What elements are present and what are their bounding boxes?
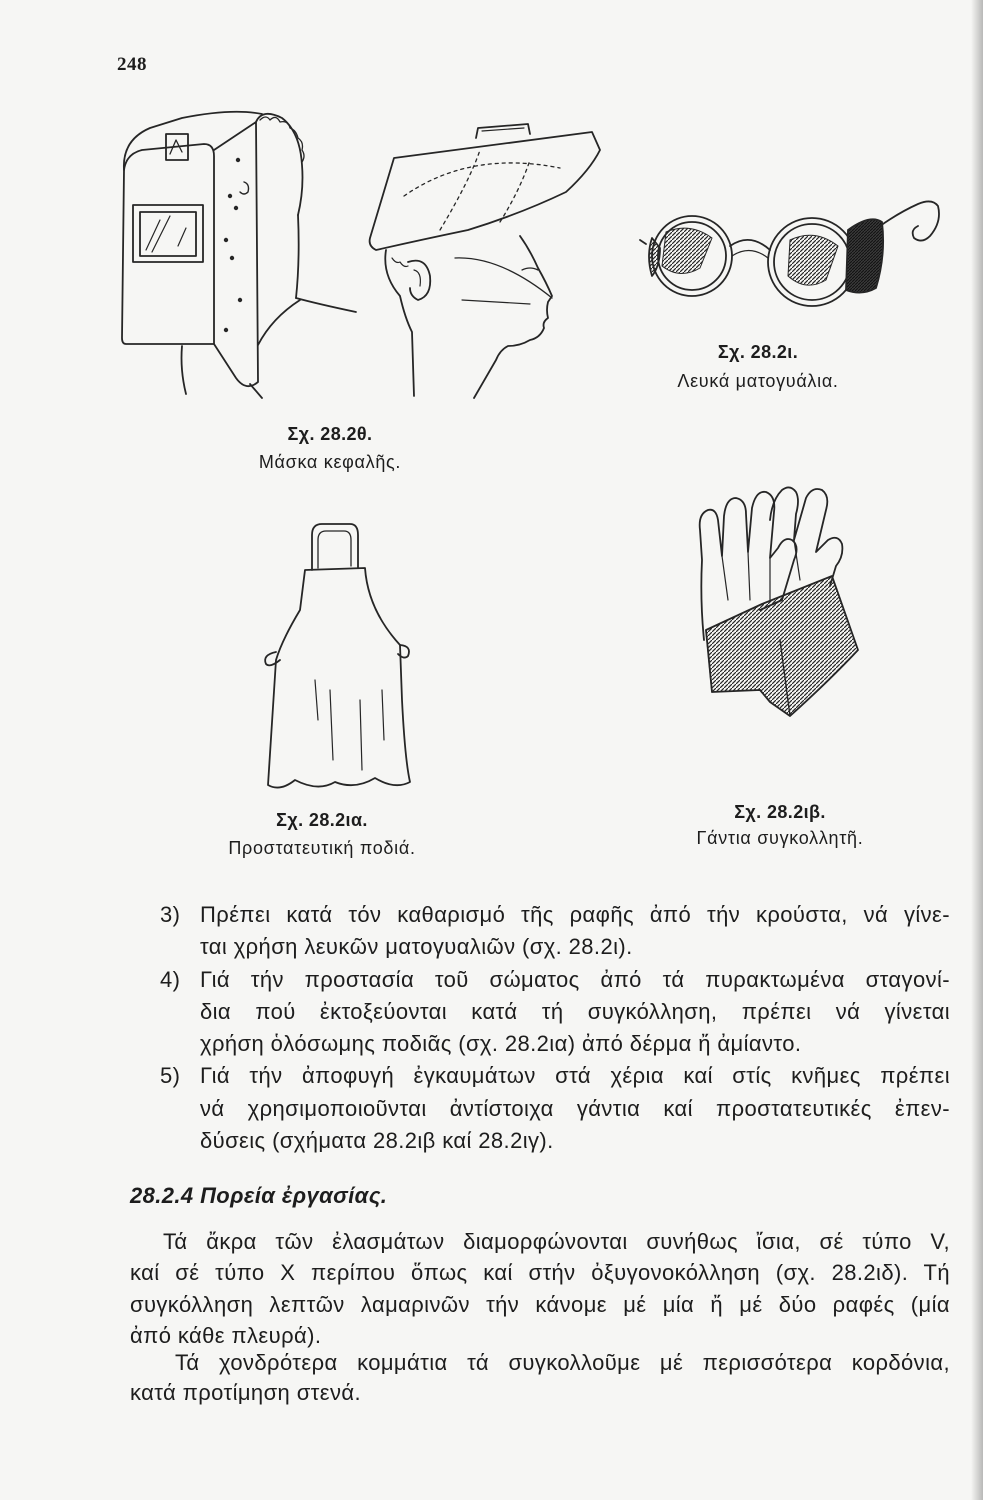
goggles-illustration [640, 201, 939, 306]
figure-caption-28-2-theta [180, 423, 480, 473]
paragraph-line: καί σέ τύπο Χ περίπου ὅπως καί στήν ὀξυγονοκόλληση (σχ. 28.2ιδ). Τή [130, 1260, 950, 1286]
paragraph-line: συγκόλληση λεπτῶν λαμαρινῶν τήν κάνομε μέ μία ἤ μέ δύο ραφές (μία [130, 1291, 950, 1317]
list-item-line: ται χρήση λευκῶν ματογυαλιῶν (σχ. 28.2ι). [200, 934, 633, 960]
section-heading: 28.2.4 Πορεία ἐργασίας. [130, 1183, 388, 1208]
list-item [150, 964, 950, 1061]
figure-caption-28-2-ib [630, 801, 930, 849]
list-item [150, 899, 950, 964]
figure-caption-28-2-iota [608, 341, 908, 392]
paragraph-line: κατά προτίμηση στενά. [130, 1380, 361, 1405]
paragraph-line: Τά χονδρότερα κομμάτια τά συγκολλοῦμε μέ περισσότερα κορδόνια, [175, 1350, 950, 1375]
figure-label: Σχ. 28.2θ. [287, 424, 373, 444]
figure-caption-text: Προστατευτική ποδιά. [228, 838, 416, 858]
list-item-number: 5) [160, 1063, 181, 1089]
list-item-line: δύσεις (σχήματα 28.2ιβ καί 28.2ιγ). [200, 1128, 554, 1154]
list-item-line: Πρέπει κατά τόν καθαρισμό τῆς ραφῆς ἀπό τήν κρούστα, νά γίνε- [200, 902, 950, 927]
list-item-line: Γιά τήν ἀποφυγή ἐγκαυμάτων στά χέρια καί στίς κνῆμες πρέπει [200, 1063, 950, 1089]
figure-caption-text: Μάσκα κεφαλῆς. [258, 452, 402, 472]
safety-instructions-list [150, 899, 950, 1157]
page-number: 248 [117, 54, 147, 75]
figure-caption-28-2-ia [172, 809, 472, 859]
figure-label: Σχ. 28.2ι. [717, 342, 799, 362]
list-item-line: νά χρησιμοποιοῦνται ἀντίστοιχα γάντια καί προστατευτικές ἐπεν- [200, 1095, 950, 1121]
apron-illustration [265, 524, 410, 788]
figure-label: Σχ. 28.2ια. [276, 810, 368, 830]
list-item [150, 1060, 950, 1157]
paragraph-line: Τά ἄκρα τῶν ἐλασμάτων διαμορφώνονται συνήθως ἴσια, σέ τύπο V, [163, 1229, 950, 1254]
list-item-line: χρήση ὁλόσωμης ποδιᾶς (σχ. 28.2ια) ἀπό δέρμα ἤ ἀμίαντο. [200, 1031, 802, 1057]
figure-caption-text: Γάντια συγκολλητῆ. [696, 828, 864, 848]
list-item-line: δια πού ἐκτοξεύονται κατά τή συγκόλληση, πρέπει νά γίνεται [200, 998, 950, 1024]
gloves-illustration [700, 487, 858, 716]
paragraph [130, 1348, 950, 1408]
welding-helmet-illustration [122, 112, 356, 398]
figure-caption-text: Λευκά ματογυάλια. [677, 371, 839, 391]
figure-label: Σχ. 28.2ιβ. [734, 802, 826, 822]
list-item-number: 3) [160, 902, 181, 927]
list-item-line: Γιά τήν προστασία τοῦ σώματος ἀπό τά πυρακτωμένα σταγονί- [200, 966, 950, 992]
paragraph [130, 1226, 950, 1351]
paragraph-line: ἀπό κάθε πλευρά). [130, 1322, 322, 1348]
page-edge-shadow [971, 0, 983, 1500]
list-item-number: 4) [160, 966, 181, 992]
face-shield-illustration [370, 124, 600, 398]
